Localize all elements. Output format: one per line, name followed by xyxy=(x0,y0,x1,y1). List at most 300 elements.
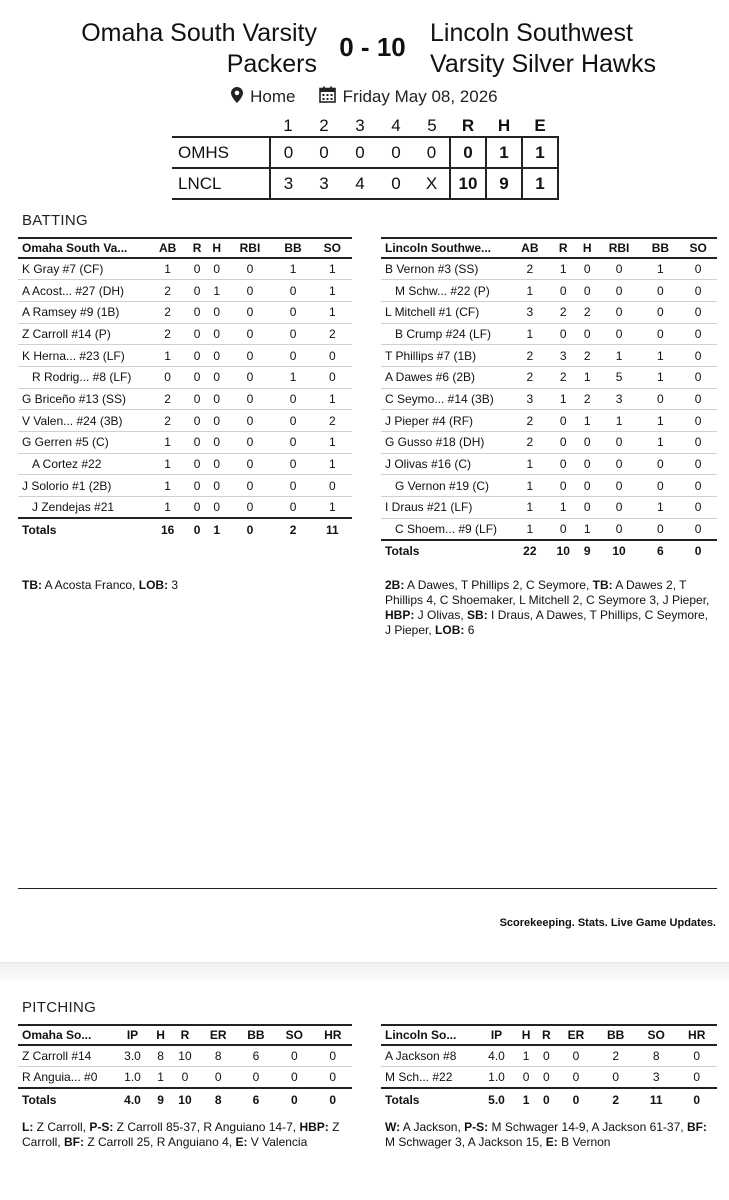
errors-header: E xyxy=(534,116,546,135)
pitching-team-header[interactable]: Omaha So... xyxy=(18,1025,114,1045)
stat-cell: 0 xyxy=(207,366,227,388)
note-label: BF: xyxy=(64,1135,85,1149)
stat-cell: 1 xyxy=(313,258,352,280)
note-text: B Vernon xyxy=(557,1135,611,1149)
stat-cell: 0 xyxy=(642,475,680,497)
player-row xyxy=(18,388,352,410)
stat-cell: 2 xyxy=(511,410,549,432)
inning-score: 3 xyxy=(306,168,342,199)
totals-label: Totals xyxy=(18,518,148,540)
totals-cell: 0 xyxy=(227,518,274,540)
stat-cell: 1 xyxy=(511,280,549,302)
batting-team-header[interactable]: Omaha South Va... xyxy=(18,238,148,258)
errors-total: 1 xyxy=(522,168,558,199)
col-so: SO xyxy=(313,238,352,258)
stat-cell: 0 xyxy=(314,1067,352,1089)
totals-cell: 0 xyxy=(536,1088,556,1110)
stat-cell: 2 xyxy=(313,410,352,432)
stat-cell: 1 xyxy=(642,432,680,454)
stat-cell: 0 xyxy=(578,258,597,280)
divider xyxy=(18,888,717,889)
stat-cell: 3.0 xyxy=(114,1045,151,1067)
player-name[interactable]: G Vernon #19 (C) xyxy=(381,475,511,497)
stat-cell: 2 xyxy=(148,301,187,323)
totals-label: Totals xyxy=(381,540,511,562)
stat-cell: 1 xyxy=(207,280,227,302)
col-bb: BB xyxy=(237,1025,275,1045)
player-name[interactable]: K Herna... #23 (LF) xyxy=(18,345,148,367)
stat-cell: 6 xyxy=(237,1045,275,1067)
stat-cell: 1 xyxy=(148,497,187,519)
stat-cell: 0 xyxy=(187,475,207,497)
player-name[interactable]: K Gray #7 (CF) xyxy=(18,258,148,280)
stat-cell: 2 xyxy=(578,301,597,323)
linescore-team-abbr: OMHS xyxy=(172,137,270,168)
player-row xyxy=(18,258,352,280)
note-label: SB: xyxy=(467,608,488,622)
player-name[interactable]: J Zendejas #21 xyxy=(18,497,148,519)
totals-cell: 11 xyxy=(636,1088,677,1110)
pitching-table-home xyxy=(381,1024,717,1110)
stat-cell: 1 xyxy=(151,1067,170,1089)
stat-cell: 3 xyxy=(549,345,578,367)
stat-cell: 0 xyxy=(227,410,274,432)
stat-cell: 0 xyxy=(207,345,227,367)
stat-cell: 1.0 xyxy=(477,1067,516,1089)
stat-cell: 2 xyxy=(578,345,597,367)
stat-cell: 0 xyxy=(207,432,227,454)
game-meta xyxy=(0,86,729,108)
col-bb: BB xyxy=(273,238,312,258)
stat-cell: 0 xyxy=(207,453,227,475)
col-ab: AB xyxy=(148,238,187,258)
inning-1-header: 1 xyxy=(283,116,293,135)
errors-total: 1 xyxy=(522,137,558,168)
note-label: E: xyxy=(545,1135,558,1149)
stat-cell: 0 xyxy=(578,280,597,302)
pitching-section-title: PITCHING xyxy=(22,999,97,1016)
stat-cell: 0 xyxy=(679,475,717,497)
player-name[interactable]: A Acost... #27 (DH) xyxy=(18,280,148,302)
stat-cell: 1 xyxy=(642,345,680,367)
stat-cell: 0 xyxy=(578,323,597,345)
player-row xyxy=(18,323,352,345)
col-bb: BB xyxy=(595,1025,636,1045)
note-label: BF: xyxy=(686,1120,707,1134)
home-team-line2: Varsity Silver Hawks xyxy=(430,50,656,78)
totals-cell: 16 xyxy=(148,518,187,540)
away-team-line1: Omaha South Varsity xyxy=(81,19,317,47)
stat-cell: 2 xyxy=(313,323,352,345)
player-row xyxy=(18,280,352,302)
calendar-icon xyxy=(319,86,336,108)
stat-cell: 0 xyxy=(207,410,227,432)
note-label: W: xyxy=(385,1120,401,1134)
note-text: A Dawes 2, T Phillips 4, C Shoemaker, L Mitchell 2, C Seymore 3, J Pieper, xyxy=(385,578,710,607)
player-name[interactable]: M Schw... #22 (P) xyxy=(381,280,511,302)
stat-cell: 0 xyxy=(275,1045,313,1067)
player-name[interactable]: A Jackson #8 xyxy=(381,1045,477,1067)
stat-cell: 0 xyxy=(549,518,578,540)
note-text: 3 xyxy=(168,578,179,592)
stat-cell: 0 xyxy=(273,323,312,345)
stat-cell: 0 xyxy=(313,366,352,388)
stat-cell: 0 xyxy=(679,280,717,302)
stat-cell: 0 xyxy=(597,323,642,345)
stat-cell: 0 xyxy=(597,518,642,540)
stat-cell: 0 xyxy=(227,475,274,497)
stat-cell: 0 xyxy=(187,453,207,475)
totals-row xyxy=(18,1088,352,1110)
totals-cell: 6 xyxy=(237,1088,275,1110)
player-row xyxy=(18,432,352,454)
stat-cell: 0 xyxy=(679,518,717,540)
home-team-line1: Lincoln Southwest xyxy=(430,19,633,47)
stat-cell: 2 xyxy=(148,323,187,345)
stat-cell: 2 xyxy=(148,388,187,410)
note-label: P-S: xyxy=(464,1120,489,1134)
stat-cell: 1 xyxy=(273,366,312,388)
location-pin-icon xyxy=(231,87,243,108)
totals-cell: 1 xyxy=(207,518,227,540)
stat-cell: 1 xyxy=(148,345,187,367)
linescore-team-header xyxy=(172,116,270,137)
note-text: A Dawes, T Phillips 2, C Seymore, xyxy=(404,578,593,592)
player-row xyxy=(381,258,717,280)
stat-cell: 1 xyxy=(313,388,352,410)
totals-cell: 0 xyxy=(275,1088,313,1110)
player-name[interactable]: R Rodrig... #8 (LF) xyxy=(18,366,148,388)
hits-total: 9 xyxy=(486,168,522,199)
player-name[interactable]: J Solorio #1 (2B) xyxy=(18,475,148,497)
note-label: TB: xyxy=(592,578,613,592)
player-name[interactable]: Z Carroll #14 (P) xyxy=(18,323,148,345)
stat-cell: 3 xyxy=(597,388,642,410)
note-text: A Acosta Franco, xyxy=(42,578,139,592)
pitching-notes-home xyxy=(385,1120,715,1150)
away-team-name[interactable] xyxy=(81,18,317,80)
stat-cell: 0 xyxy=(578,453,597,475)
player-row xyxy=(381,497,717,519)
stat-cell: 0 xyxy=(227,453,274,475)
col-hr: HR xyxy=(314,1025,352,1045)
player-row xyxy=(381,453,717,475)
linescore-table xyxy=(172,116,559,200)
note-label: LOB: xyxy=(138,578,169,592)
player-row xyxy=(381,301,717,323)
stat-cell: 0 xyxy=(227,345,274,367)
stat-cell: 0 xyxy=(549,323,578,345)
batting-section-title: BATTING xyxy=(22,212,88,229)
batting-team-header[interactable]: Lincoln Southwe... xyxy=(381,238,511,258)
note-label: L: xyxy=(22,1120,34,1134)
note-text: Z Carroll 85-37, R Anguiano 14-7, xyxy=(113,1120,300,1134)
player-row xyxy=(18,453,352,475)
stat-cell: 1 xyxy=(549,388,578,410)
stat-cell: 0 xyxy=(273,280,312,302)
stat-cell: 0 xyxy=(313,475,352,497)
stat-cell: 0 xyxy=(227,280,274,302)
col-r: R xyxy=(187,238,207,258)
col-er: ER xyxy=(556,1025,595,1045)
player-row xyxy=(18,1067,352,1089)
note-text: 6 xyxy=(464,623,475,637)
stat-cell: 1 xyxy=(642,258,680,280)
player-name[interactable]: A Ramsey #9 (1B) xyxy=(18,301,148,323)
stat-cell: 0 xyxy=(187,280,207,302)
stat-cell: 1 xyxy=(313,497,352,519)
totals-cell: 5.0 xyxy=(477,1088,516,1110)
stat-cell: 1 xyxy=(148,475,187,497)
player-row xyxy=(381,1045,717,1067)
player-row xyxy=(18,410,352,432)
col-ab: AB xyxy=(511,238,549,258)
stat-cell: 0 xyxy=(207,258,227,280)
stat-cell: 0 xyxy=(207,475,227,497)
inning-score: 0 xyxy=(342,137,378,168)
stat-cell: 0 xyxy=(642,453,680,475)
player-name[interactable]: Z Carroll #14 xyxy=(18,1045,114,1067)
inning-score: 3 xyxy=(270,168,306,199)
totals-cell: 2 xyxy=(595,1088,636,1110)
player-row xyxy=(381,410,717,432)
player-row xyxy=(381,432,717,454)
linescore-home-row xyxy=(172,168,558,199)
col-ip: IP xyxy=(114,1025,151,1045)
stat-cell: 1 xyxy=(578,410,597,432)
player-name[interactable]: M Sch... #22 xyxy=(381,1067,477,1089)
stat-cell: 0 xyxy=(187,258,207,280)
pitching-notes-away xyxy=(22,1120,342,1150)
stat-cell: 0 xyxy=(313,345,352,367)
stat-cell: 0 xyxy=(275,1067,313,1089)
pitching-header-row xyxy=(381,1025,717,1045)
stat-cell: 0 xyxy=(273,497,312,519)
stat-cell: 2 xyxy=(511,366,549,388)
inning-5-header: 5 xyxy=(427,116,437,135)
stat-cell: 1 xyxy=(511,453,549,475)
inning-4-header: 4 xyxy=(391,116,401,135)
stat-cell: 2 xyxy=(549,301,578,323)
player-row xyxy=(18,1045,352,1067)
player-name[interactable]: J Olivas #16 (C) xyxy=(381,453,511,475)
stat-cell: 0 xyxy=(187,345,207,367)
stat-cell: 1 xyxy=(313,280,352,302)
player-row xyxy=(381,345,717,367)
player-name[interactable]: V Valen... #24 (3B) xyxy=(18,410,148,432)
player-name[interactable]: G Gerren #5 (C) xyxy=(18,432,148,454)
player-name[interactable]: R Anguia... #0 xyxy=(18,1067,114,1089)
stat-cell: 1 xyxy=(511,497,549,519)
stat-cell: 0 xyxy=(676,1067,717,1089)
stat-cell: 0 xyxy=(273,432,312,454)
stat-cell: 0 xyxy=(642,280,680,302)
stat-cell: 2 xyxy=(148,410,187,432)
totals-cell: 6 xyxy=(642,540,680,562)
col-so: SO xyxy=(679,238,717,258)
inning-score: 4 xyxy=(342,168,378,199)
home-team-name[interactable] xyxy=(430,18,656,80)
player-name[interactable]: T Phillips #7 (1B) xyxy=(381,345,511,367)
stat-cell: 0 xyxy=(200,1067,237,1089)
stat-cell: 2 xyxy=(595,1045,636,1067)
totals-cell: 11 xyxy=(313,518,352,540)
player-name[interactable]: I Draus #21 (LF) xyxy=(381,497,511,519)
stat-cell: 0 xyxy=(273,388,312,410)
stat-cell: 1 xyxy=(148,432,187,454)
col-bb: BB xyxy=(642,238,680,258)
player-row xyxy=(381,366,717,388)
inning-score: 0 xyxy=(306,137,342,168)
player-name[interactable]: J Pieper #4 (RF) xyxy=(381,410,511,432)
note-text: V Valencia xyxy=(247,1135,308,1149)
stat-cell: 0 xyxy=(549,453,578,475)
stat-cell: 8 xyxy=(151,1045,170,1067)
stat-cell: 0 xyxy=(187,366,207,388)
stat-cell: 1 xyxy=(549,497,578,519)
stat-cell: 0 xyxy=(187,301,207,323)
stat-cell: 0 xyxy=(227,388,274,410)
stat-cell: 0 xyxy=(227,497,274,519)
stat-cell: 1 xyxy=(511,518,549,540)
stat-cell: 0 xyxy=(207,497,227,519)
totals-row xyxy=(381,540,717,562)
stat-cell: 1 xyxy=(642,366,680,388)
linescore-header-row xyxy=(172,116,558,137)
stat-cell: 0 xyxy=(516,1067,536,1089)
totals-cell: 0 xyxy=(314,1088,352,1110)
totals-cell: 10 xyxy=(597,540,642,562)
note-text: M Schwager 3, A Jackson 15, xyxy=(385,1135,546,1149)
stat-cell: 0 xyxy=(227,301,274,323)
col-hr: HR xyxy=(676,1025,717,1045)
player-name[interactable]: A Cortez #22 xyxy=(18,453,148,475)
score-header xyxy=(0,14,729,84)
note-label: HBP: xyxy=(385,608,415,622)
note-text: A Jackson, xyxy=(400,1120,465,1134)
stat-cell: 0 xyxy=(207,301,227,323)
stat-cell: 5 xyxy=(597,366,642,388)
col-h: H xyxy=(151,1025,170,1045)
note-label: TB: xyxy=(22,578,42,592)
runs-total: 0 xyxy=(450,137,486,168)
player-row xyxy=(18,497,352,519)
hits-header: H xyxy=(497,116,511,135)
player-name[interactable]: C Shoem... #9 (LF) xyxy=(381,518,511,540)
stat-cell: 0 xyxy=(148,366,187,388)
stat-cell: 0 xyxy=(679,366,717,388)
totals-cell: 10 xyxy=(170,1088,200,1110)
game-date: Friday May 08, 2026 xyxy=(342,87,498,106)
stat-cell: 0 xyxy=(679,301,717,323)
totals-cell: 10 xyxy=(549,540,578,562)
stat-cell: 0 xyxy=(549,432,578,454)
inning-2-header: 2 xyxy=(319,116,329,135)
totals-cell: 2 xyxy=(273,518,312,540)
stat-cell: 0 xyxy=(227,323,274,345)
note-label: P-S: xyxy=(89,1120,114,1134)
player-name[interactable]: C Seymo... #14 (3B) xyxy=(381,388,511,410)
note-text: Z Carroll, xyxy=(33,1120,90,1134)
player-row xyxy=(18,345,352,367)
stat-cell: 2 xyxy=(511,432,549,454)
stat-cell: 0 xyxy=(676,1045,717,1067)
stat-cell: 0 xyxy=(549,475,578,497)
stat-cell: 0 xyxy=(227,366,274,388)
stat-cell: 1 xyxy=(273,258,312,280)
stat-cell: 0 xyxy=(187,497,207,519)
col-ip: IP xyxy=(477,1025,516,1045)
inning-score: 0 xyxy=(378,168,414,199)
note-text: J Olivas, xyxy=(414,608,468,622)
stat-cell: 2 xyxy=(549,366,578,388)
totals-row xyxy=(18,518,352,540)
stat-cell: 0 xyxy=(642,388,680,410)
stat-cell: 0 xyxy=(679,323,717,345)
stat-cell: 3 xyxy=(511,388,549,410)
runs-header: R xyxy=(461,116,475,135)
totals-cell: 4.0 xyxy=(114,1088,151,1110)
stat-cell: 1 xyxy=(313,453,352,475)
stat-cell: 0 xyxy=(536,1067,556,1089)
stat-cell: 2 xyxy=(511,345,549,367)
batting-table-home xyxy=(381,237,717,562)
stat-cell: 0 xyxy=(314,1045,352,1067)
stat-cell: 0 xyxy=(597,280,642,302)
stat-cell: 0 xyxy=(595,1067,636,1089)
totals-label: Totals xyxy=(18,1088,114,1110)
stat-cell: 0 xyxy=(187,388,207,410)
totals-label: Totals xyxy=(381,1088,477,1110)
col-r: R xyxy=(549,238,578,258)
tagline: Scorekeeping. Stats. Live Game Updates. xyxy=(499,917,716,929)
note-text: Z Carroll, xyxy=(22,1120,340,1149)
player-name[interactable]: L Mitchell #1 (CF) xyxy=(381,301,511,323)
col-h: H xyxy=(207,238,227,258)
player-name[interactable]: G Gusso #18 (DH) xyxy=(381,432,511,454)
stat-cell: 0 xyxy=(556,1067,595,1089)
stat-cell: 0 xyxy=(273,410,312,432)
stat-cell: 1 xyxy=(148,453,187,475)
player-name[interactable]: G Briceño #13 (SS) xyxy=(18,388,148,410)
linescore-team-abbr: LNCL xyxy=(172,168,270,199)
stat-cell: 0 xyxy=(227,258,274,280)
player-name[interactable]: A Dawes #6 (2B) xyxy=(381,366,511,388)
stat-cell: 1 xyxy=(597,410,642,432)
stat-cell: 0 xyxy=(207,388,227,410)
stat-cell: 3 xyxy=(636,1067,677,1089)
col-r: R xyxy=(536,1025,556,1045)
col-so: SO xyxy=(275,1025,313,1045)
location-text: Home xyxy=(250,87,296,106)
pitching-team-header[interactable]: Lincoln So... xyxy=(381,1025,477,1045)
player-name[interactable]: B Crump #24 (LF) xyxy=(381,323,511,345)
stat-cell: 2 xyxy=(511,258,549,280)
batting-header-row xyxy=(18,238,352,258)
inning-score: 0 xyxy=(270,137,306,168)
stat-cell: 0 xyxy=(549,280,578,302)
stat-cell: 0 xyxy=(642,518,680,540)
col-er: ER xyxy=(200,1025,237,1045)
player-name[interactable]: B Vernon #3 (SS) xyxy=(381,258,511,280)
stat-cell: 1 xyxy=(642,410,680,432)
note-text: I Draus, A Dawes, T Phillips, C Seymore, J Pieper, xyxy=(385,608,709,637)
stat-cell: 4.0 xyxy=(477,1045,516,1067)
stat-cell: 1 xyxy=(511,323,549,345)
player-row xyxy=(18,301,352,323)
stat-cell: 0 xyxy=(679,258,717,280)
stat-cell: 0 xyxy=(536,1045,556,1067)
